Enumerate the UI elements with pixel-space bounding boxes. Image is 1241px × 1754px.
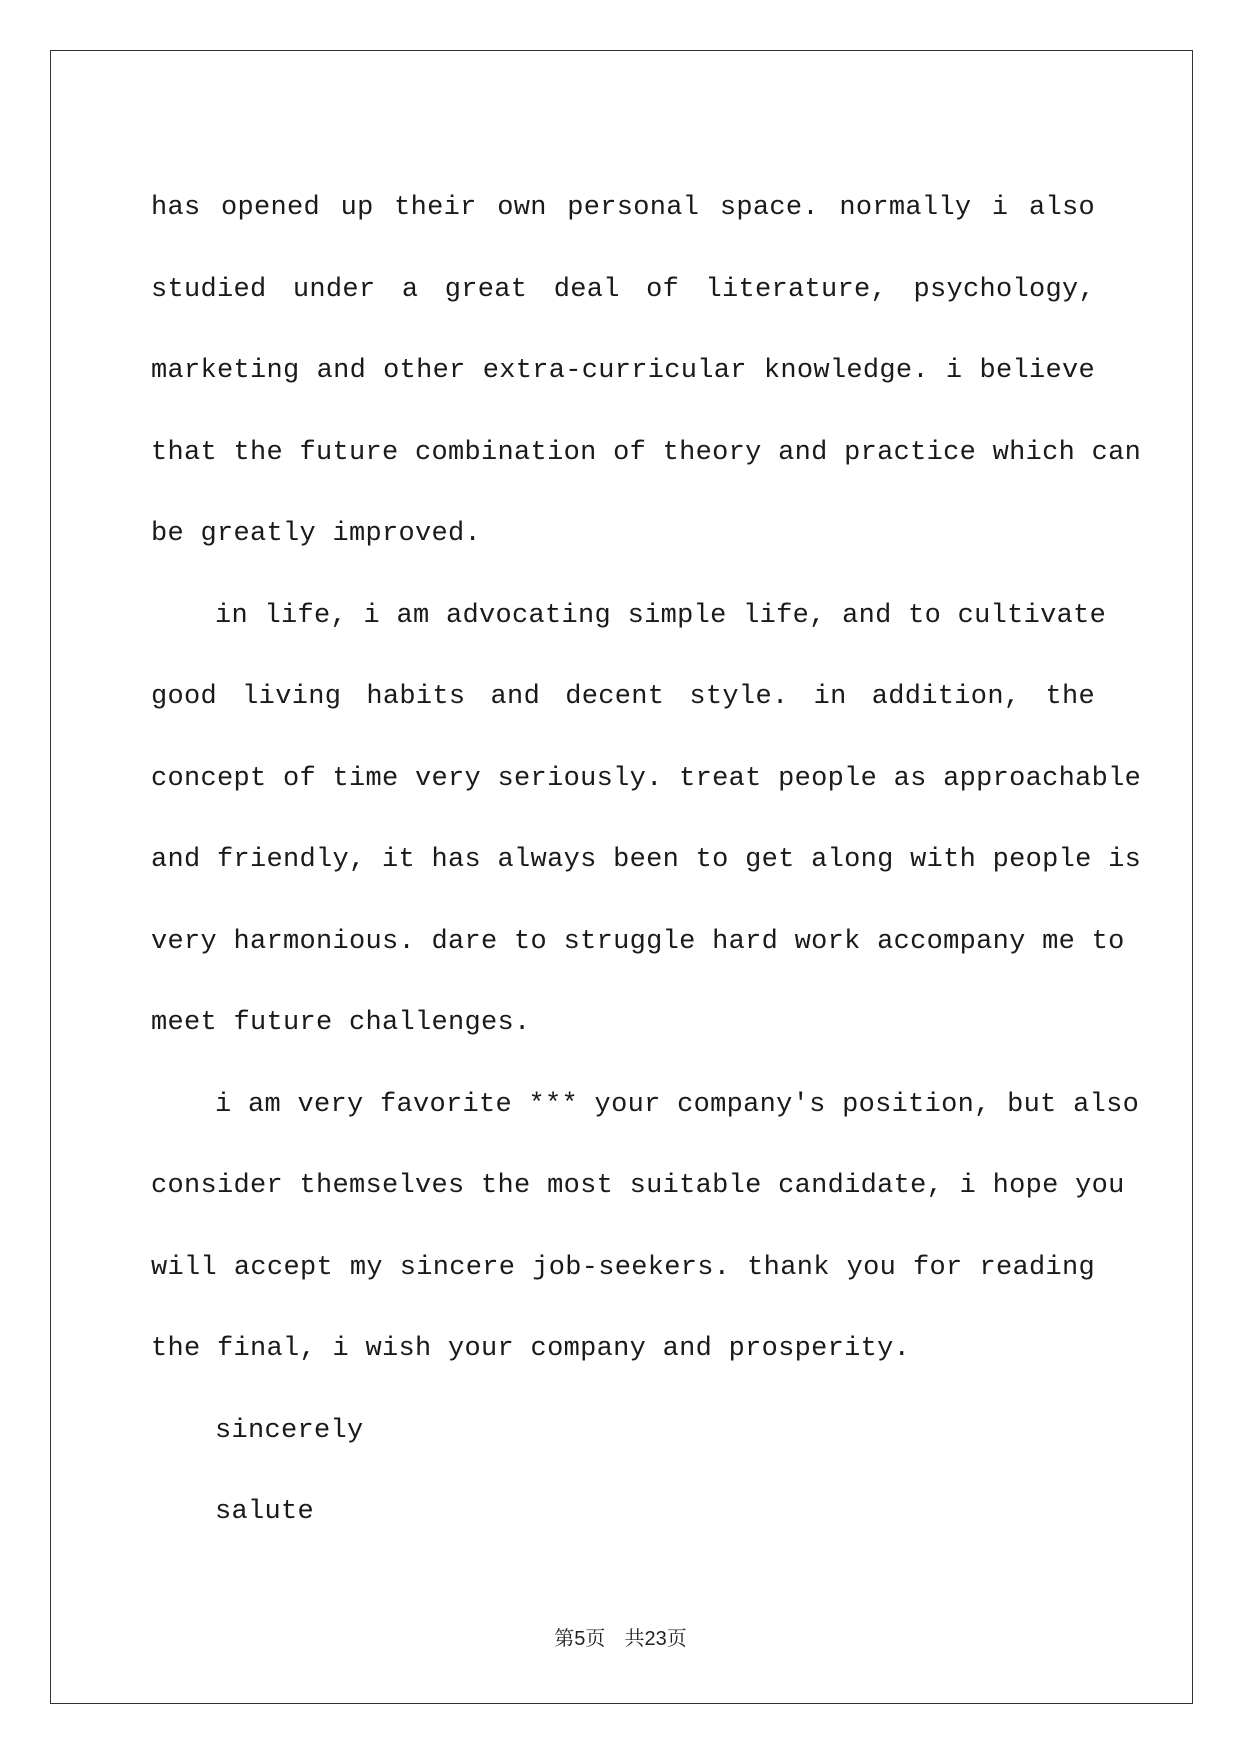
footer-prefix: 第 [554, 1626, 575, 1650]
text-line: studied under a great deal of literature, psychology, [151, 274, 1095, 305]
footer-total-suffix: 页 [666, 1626, 687, 1650]
text-line: good living habits and decent style. in addition, the [151, 682, 1095, 712]
text-line: meet future challenges. [151, 1008, 531, 1038]
footer-total-prefix: 共 [624, 1626, 645, 1650]
salutation-line: salute [215, 1497, 315, 1527]
text-line: has opened up their own personal space. normally i also [151, 193, 1095, 223]
footer-page-suffix: 页 [585, 1626, 606, 1650]
text-line: and friendly, it has always been to get along with people is [151, 845, 1142, 875]
page-number: 5 [574, 1628, 586, 1650]
text-line: consider themselves the most suitable candidate, i hope you [151, 1171, 1125, 1201]
text-line: concept of time very seriously. treat people as approachable [151, 763, 1142, 794]
text-line: the final, i wish your company and prosperity. [151, 1334, 911, 1364]
text-line: will accept my sincere job-seekers. thank you for reading [151, 1252, 1095, 1283]
closing-line: sincerely [215, 1415, 364, 1446]
text-line: marketing and other extra-curricular knowledge. i believe [151, 356, 1095, 386]
letter-body [151, 168, 1142, 1554]
total-pages: 23 [644, 1628, 667, 1650]
page-footer [0, 1622, 1241, 1651]
text-line: i am very favorite *** your company's position, but also [215, 1089, 1140, 1120]
text-line: be greatly improved. [151, 519, 482, 549]
text-line: that the future combination of theory and practice which can [151, 437, 1142, 468]
text-line: very harmonious. dare to struggle hard work accompany me to [151, 926, 1125, 957]
text-line: in life, i am advocating simple life, and to cultivate [215, 600, 1107, 631]
